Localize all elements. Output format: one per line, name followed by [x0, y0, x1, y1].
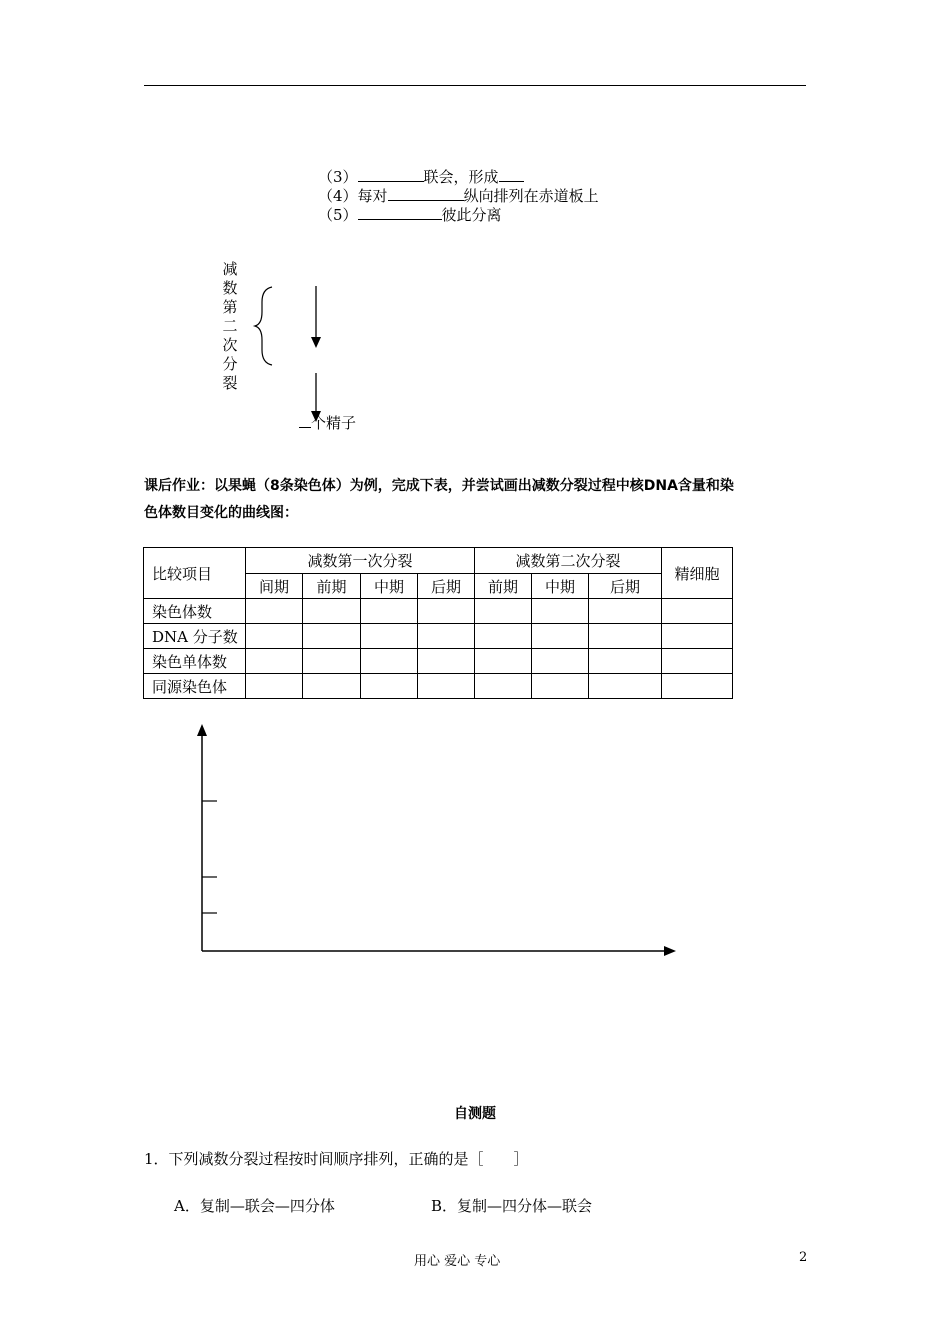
table-cell[interactable]: [303, 649, 361, 674]
page-number: 2: [799, 1250, 808, 1265]
table-cell[interactable]: [532, 649, 589, 674]
header-rule: [144, 85, 806, 86]
vertical-char: 分: [222, 355, 238, 373]
meiosis-ii-diagram: [250, 280, 330, 430]
table-header-division2: 减数第二次分裂: [475, 548, 662, 574]
vertical-char: 裂: [222, 374, 238, 392]
step-5: [318, 205, 502, 224]
table-header-division1: 减数第一次分裂: [246, 548, 475, 574]
step-4-number: （4）: [318, 187, 358, 205]
homework-line: 色体数目变化的曲线图：: [144, 505, 298, 521]
table-cell[interactable]: [246, 649, 303, 674]
table-cell[interactable]: [589, 624, 662, 649]
table-cell[interactable]: [589, 649, 662, 674]
table-phase: 前期: [303, 574, 361, 599]
table-cell[interactable]: [361, 599, 418, 624]
blank[interactable]: [299, 413, 311, 428]
table-cell[interactable]: [246, 674, 303, 699]
brace-shape: [255, 287, 272, 365]
table-cell[interactable]: [662, 599, 733, 624]
vertical-char: 次: [222, 336, 238, 354]
blank-graph-axes[interactable]: [190, 720, 690, 965]
table-cell[interactable]: [475, 674, 532, 699]
sperm-count-line: [299, 413, 356, 432]
table-cell[interactable]: [662, 674, 733, 699]
table-cell[interactable]: [418, 674, 475, 699]
blank[interactable]: [499, 167, 524, 182]
table-row: [144, 599, 733, 624]
vertical-char: 减: [222, 260, 238, 278]
table-cell[interactable]: [475, 649, 532, 674]
step-3-number: （3）: [318, 168, 358, 186]
table-row: [144, 674, 733, 699]
footer-text: 用心 爱心 专心: [414, 1254, 501, 1269]
table-row: [144, 624, 733, 649]
table-header-item: 比较项目: [144, 548, 246, 599]
question-1: 1．下列减数分裂过程按时间顺序排列，正确的是［ ］: [144, 1150, 529, 1168]
table-phase: 前期: [475, 574, 532, 599]
step-4-text: 纵向排列在赤道板上: [463, 187, 599, 205]
meiosis-ii-label: [221, 260, 239, 393]
table-cell[interactable]: [303, 674, 361, 699]
table-phase: 后期: [418, 574, 475, 599]
table-cell[interactable]: [662, 624, 733, 649]
table-cell[interactable]: [361, 649, 418, 674]
table-cell[interactable]: [532, 674, 589, 699]
table-phase: 间期: [246, 574, 303, 599]
row-label: 染色体数: [144, 599, 246, 624]
step-4-prefix: 每对: [357, 187, 388, 205]
arrow-head: [311, 337, 321, 348]
vertical-char: 数: [222, 279, 238, 297]
table-cell[interactable]: [475, 599, 532, 624]
table-phase: 后期: [589, 574, 662, 599]
table-cell[interactable]: [475, 624, 532, 649]
step-4: [318, 186, 599, 205]
table-cell[interactable]: [532, 624, 589, 649]
table-cell[interactable]: [361, 624, 418, 649]
x-axis-arrow: [664, 946, 676, 956]
row-label: 同源染色体: [144, 674, 246, 699]
step-5-text: 彼此分离: [441, 206, 502, 224]
row-label: DNA 分子数: [144, 624, 246, 649]
blank[interactable]: [358, 167, 424, 182]
option-a[interactable]: A．复制—联会—四分体: [174, 1197, 335, 1215]
blank[interactable]: [358, 205, 442, 220]
table-cell[interactable]: [418, 649, 475, 674]
table-cell[interactable]: [662, 649, 733, 674]
homework-line: 课后作业：以果蝇（8条染色体）为例，完成下表，并尝试画出减数分裂过程中核DNA含量和染: [144, 478, 734, 494]
table-cell[interactable]: [532, 599, 589, 624]
vertical-char: 二: [222, 317, 238, 335]
table-header-sperm-cell: 精细胞: [662, 548, 733, 599]
step-3-text: 联会，形成: [423, 168, 499, 186]
table-cell[interactable]: [246, 599, 303, 624]
comparison-table: [143, 547, 733, 699]
homework-instruction: [144, 473, 734, 527]
step-5-number: （5）: [318, 206, 358, 224]
self-test-title: 自测题: [454, 1106, 496, 1122]
step-3: [318, 167, 524, 186]
table-phase: 中期: [532, 574, 589, 599]
table-cell[interactable]: [303, 624, 361, 649]
row-label: 染色单体数: [144, 649, 246, 674]
table-cell[interactable]: [418, 599, 475, 624]
table-row: [144, 649, 733, 674]
table-cell[interactable]: [361, 674, 418, 699]
vertical-char: 第: [222, 298, 238, 316]
table-phase: 中期: [361, 574, 418, 599]
table-cell[interactable]: [303, 599, 361, 624]
option-b[interactable]: B．复制—四分体—联会: [431, 1197, 593, 1215]
sperm-label: 个精子: [311, 414, 357, 432]
y-axis-arrow: [197, 724, 207, 736]
blank[interactable]: [388, 186, 464, 201]
table-cell[interactable]: [589, 599, 662, 624]
table-cell[interactable]: [246, 624, 303, 649]
table-cell[interactable]: [418, 624, 475, 649]
table-cell[interactable]: [589, 674, 662, 699]
